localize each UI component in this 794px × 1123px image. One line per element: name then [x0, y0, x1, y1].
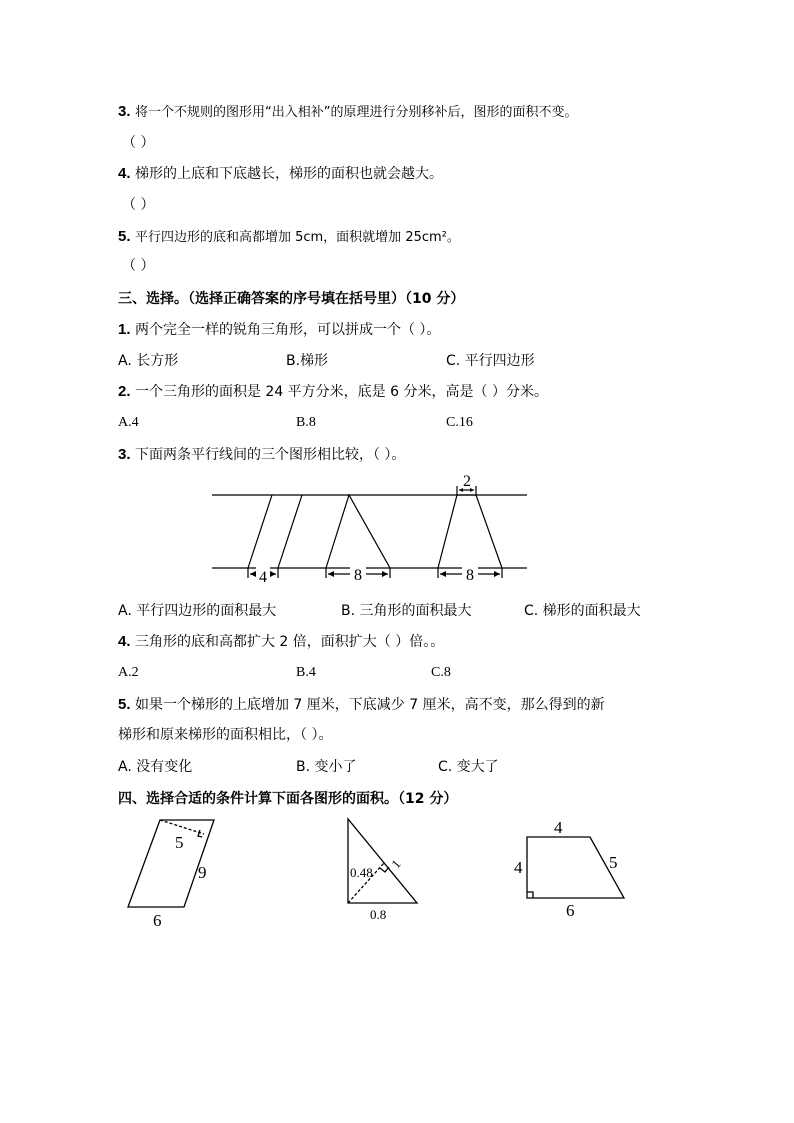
arrow-head: [328, 571, 334, 577]
height-dashed-line: [160, 820, 204, 834]
choice-question-3: [118, 445, 405, 465]
base-label: 0.8: [370, 907, 387, 922]
option-c[interactable]: C.8: [431, 665, 451, 680]
option-b[interactable]: B.4: [296, 665, 316, 680]
right-angle-mark: [527, 892, 533, 898]
item-text: 如果一个梯形的上底增加 7 厘米，下底减少 7 厘米，高不变，那么得到的新: [134, 697, 605, 713]
section-heading-area: 四、选择合适的条件计算下面各图形的面积。（12 分）: [118, 791, 458, 807]
parallelogram-side-right: [278, 495, 302, 568]
right-angle-mark: [380, 867, 389, 872]
option-a[interactable]: A.4: [118, 415, 139, 430]
triangle-figure: [340, 815, 425, 925]
triangle-shape: [326, 495, 390, 568]
triangle-base-label: 8: [354, 567, 362, 584]
option-b[interactable]: B.梯形: [286, 353, 329, 369]
choice-question-5-cont: 梯形和原来梯形的面积相比，（ ）。: [118, 727, 333, 743]
right-triangle-outline: [348, 819, 417, 903]
choice-question-5: [118, 695, 605, 715]
item-number: 1.: [118, 321, 131, 338]
height-label: 4: [514, 858, 523, 877]
judge-item-5: [118, 227, 460, 248]
item-text: 将一个不规则的图形用“出入相补”的原理进行分别移补后，图形的面积不变。: [134, 105, 578, 120]
item-text: 下面两条平行线间的三个图形相比较，（ ）。: [134, 447, 406, 463]
item-number: 2.: [118, 383, 131, 400]
option-a[interactable]: A. 平行四边形的面积最大: [118, 603, 277, 619]
height-label: 5: [175, 833, 184, 852]
trapezoid-shape: [438, 495, 502, 568]
top-label: 4: [554, 818, 563, 837]
choice-question-2: [118, 382, 548, 402]
item-number: 3.: [118, 103, 131, 120]
option-a[interactable]: A. 没有变化: [118, 759, 193, 775]
option-c[interactable]: C. 变大了: [438, 759, 499, 775]
judge-item-4: [118, 164, 443, 184]
arrow-head: [382, 571, 388, 577]
option-b[interactable]: B.8: [296, 415, 316, 430]
option-b[interactable]: B. 三角形的面积最大: [341, 603, 472, 619]
parallelogram-base-label: 4: [259, 569, 267, 586]
item-number: 4.: [118, 165, 131, 182]
parallelogram-figure: [118, 815, 228, 930]
trapezoid-bottom-label: 8: [466, 567, 474, 584]
right-angle-mark: [198, 830, 202, 837]
option-c[interactable]: C. 梯形的面积最大: [524, 603, 641, 619]
answer-paren[interactable]: （ ）: [122, 258, 155, 274]
item-number: 4.: [118, 633, 131, 650]
bottom-label: 6: [566, 901, 575, 920]
arrow-head: [270, 571, 276, 577]
item-number: 5.: [118, 228, 131, 245]
parallelogram-side-left: [248, 495, 272, 568]
item-text: 梯形的上底和下底越长，梯形的面积也就会越大。: [134, 166, 443, 182]
item-text: 一个三角形的面积是 24 平方分米，底是 6 分米，高是（ ）分米。: [134, 384, 548, 400]
arrow-head: [250, 571, 256, 577]
parallel-lines-figure: [212, 470, 532, 588]
item-text: 两个完全一样的锐角三角形，可以拼成一个（ ）。: [134, 322, 441, 338]
option-b[interactable]: B. 变小了: [296, 759, 357, 775]
answer-paren[interactable]: （ ）: [122, 135, 155, 151]
section-heading-choice: 三、选择。（选择正确答案的序号填在括号里）（10 分）: [118, 291, 465, 307]
item-number: 5.: [118, 696, 131, 713]
trapezoid-figure: [510, 815, 630, 925]
hypotenuse-label: 1: [388, 856, 404, 872]
option-c[interactable]: C.16: [446, 415, 473, 430]
option-c[interactable]: C. 平行四边形: [446, 353, 535, 369]
item-number: 3.: [118, 446, 131, 463]
choice-question-4: [118, 632, 444, 652]
item-text: 平行四边形的底和高都增加 5cm，面积就增加 25cm²。: [134, 230, 460, 245]
answer-paren[interactable]: （ ）: [122, 197, 155, 213]
judge-item-3: [118, 102, 577, 123]
option-a[interactable]: A.2: [118, 665, 139, 680]
height-label: 0.48: [350, 865, 373, 880]
arrow-head: [494, 571, 500, 577]
option-a[interactable]: A. 长方形: [118, 353, 179, 369]
slant-label: 5: [609, 853, 618, 872]
base-label: 6: [153, 911, 162, 930]
trapezoid-top-label: 2: [463, 473, 471, 490]
side-label: 9: [198, 863, 207, 882]
arrow-head: [440, 571, 446, 577]
choice-question-1: [118, 320, 440, 340]
item-text: 三角形的底和高都扩大 2 倍，面积扩大（ ）倍。。: [134, 634, 445, 650]
